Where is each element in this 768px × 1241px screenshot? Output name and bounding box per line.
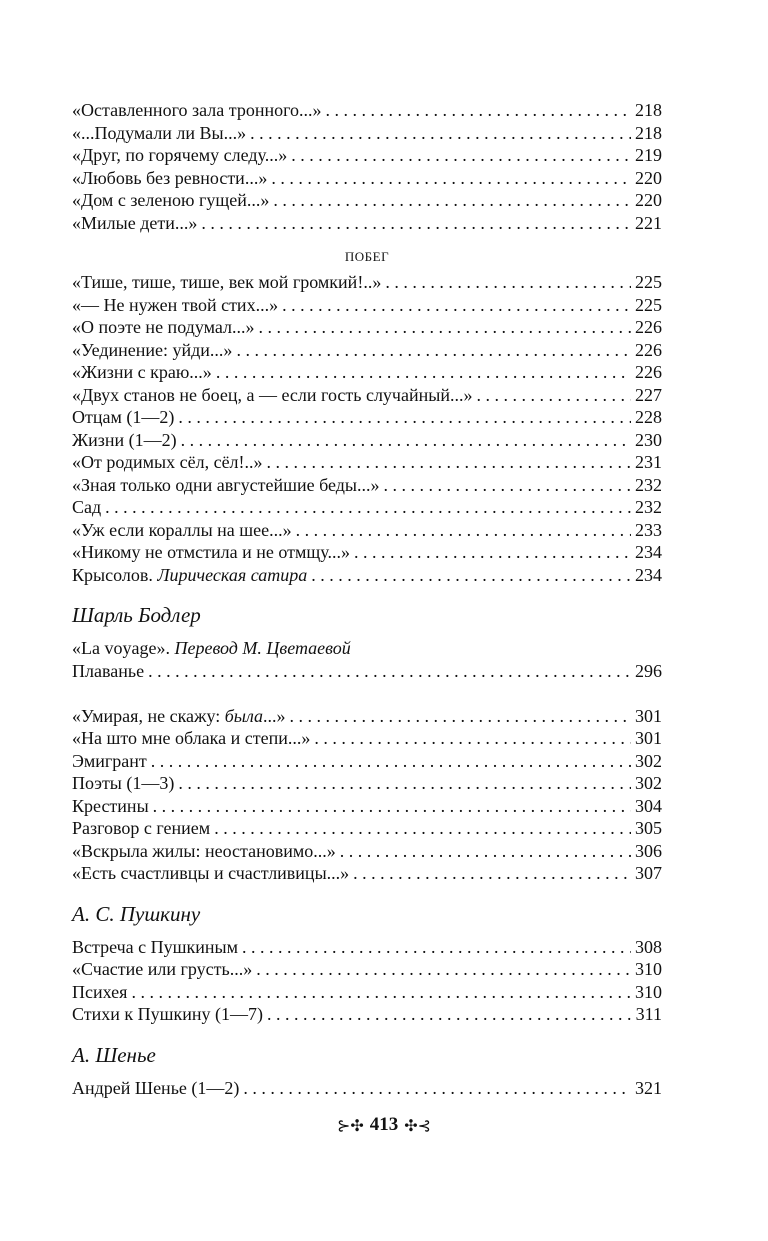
toc-entry (72, 474, 662, 497)
leader-dots (340, 840, 631, 863)
toc-group-3 (72, 727, 662, 885)
entry-title: «Уж если кораллы на шее...» (72, 519, 292, 540)
entry-title: Андрей Шенье (1—2) (72, 1077, 240, 1098)
entry-title: «На што мне облака и степи...» (72, 728, 311, 748)
entry-page: 307 (635, 863, 662, 883)
entry-title-end: ...» (263, 705, 286, 726)
entry-page: 302 (635, 750, 662, 771)
toc-entry (72, 406, 662, 429)
ornament-right-icon: ✣⊰ (404, 1117, 432, 1135)
toc-entry-umiraya (72, 705, 662, 728)
entry-title: «Зная только одни августейшие беды...» (72, 474, 380, 495)
entry-page: 301 (635, 705, 662, 726)
toc-entry (72, 519, 662, 542)
toc-entry (72, 958, 662, 981)
entry-page: 232 (635, 497, 662, 517)
entry-title: «Есть счастливцы и счастливицы...» (72, 863, 350, 883)
entry-page: 231 (635, 452, 662, 472)
entry-title: Встреча с Пушкиным (72, 936, 239, 957)
entry-page: 233 (635, 519, 662, 540)
toc-entry (72, 1077, 662, 1100)
leader-dots (178, 772, 631, 795)
author-heading-chenier: А. Шенье (72, 1042, 156, 1067)
author-heading-baudelaire: Шарль Бодлер (72, 603, 201, 627)
leader-dots (259, 316, 632, 339)
leader-dots (214, 817, 631, 840)
entry-page: 226 (635, 317, 662, 337)
entry-page: 218 (635, 122, 662, 143)
entry-page: 230 (635, 429, 662, 450)
entry-title: «Друг, по горячему следу...» (72, 145, 288, 165)
leader-dots (201, 212, 631, 235)
entry-title: Крестины (72, 795, 149, 816)
entry-page: 232 (635, 474, 662, 495)
entry-title-start: «Умирая, не скажу: (72, 705, 221, 726)
toc-entry (72, 122, 662, 145)
entry-title: «Двух станов не боец, а — если гость случайный...» (72, 384, 473, 405)
toc-entry (72, 541, 662, 564)
leader-dots (353, 862, 631, 885)
entry-page: 225 (635, 294, 662, 315)
toc-entry (72, 167, 662, 190)
entry-title: Стихи к Пушкину (1—7) (72, 1004, 264, 1024)
toc-entry (72, 496, 662, 519)
entry-title: Крысолов. (72, 564, 153, 585)
entry-page: 228 (635, 407, 662, 427)
toc-entry (72, 981, 662, 1004)
entry-title: «Вскрыла жилы: неостановимо...» (72, 840, 336, 861)
entry-page: 296 (635, 660, 662, 681)
entry-page: 234 (635, 564, 662, 585)
entry-title-italic: была (224, 705, 264, 726)
toc-entry-plavanie (72, 660, 662, 683)
toc-entry (72, 840, 662, 863)
toc-entry (72, 750, 662, 773)
entry-page: 301 (635, 728, 662, 748)
toc-entry (72, 772, 662, 795)
leader-dots (291, 144, 631, 167)
leader-dots (267, 1003, 632, 1026)
entry-page: 220 (635, 190, 662, 210)
entry-page: 227 (635, 384, 662, 405)
ornament-left-icon: ⊱✣ (336, 1117, 364, 1135)
section-heading-pobeg: ПОБЕГ (344, 249, 390, 264)
leader-dots (131, 981, 631, 1004)
entry-page: 310 (635, 959, 662, 979)
leader-dots (476, 384, 631, 407)
toc-entry (72, 817, 662, 840)
toc-entry (72, 795, 662, 818)
leader-dots (326, 99, 631, 122)
leader-dots (273, 189, 631, 212)
entry-title: Разговор с гением (72, 818, 211, 838)
entry-title: Плаванье (72, 660, 145, 681)
entry-title: «Никому не отмстила и не отмщу...» (72, 542, 350, 562)
toc-entry (72, 271, 662, 294)
entry-page: 234 (635, 542, 662, 562)
entry-title: «La voyage». (72, 638, 170, 658)
entry-title: «Тише, тише, тише, век мой громкий!..» (72, 272, 382, 292)
entry-page: 218 (635, 100, 662, 120)
toc-entry (72, 1003, 662, 1026)
entry-title: «Любовь без ревности...» (72, 167, 268, 188)
leader-dots (314, 727, 631, 750)
entry-page: 226 (635, 362, 662, 382)
leader-dots (384, 474, 632, 497)
leader-dots (236, 339, 631, 362)
entry-page: 220 (635, 167, 662, 188)
toc-entry (72, 189, 662, 212)
entry-page: 321 (635, 1077, 662, 1098)
entry-page: 304 (635, 795, 662, 816)
entry-page: 306 (635, 840, 662, 861)
toc-entry (72, 294, 662, 317)
page-number-text: 413 (369, 1114, 399, 1135)
entry-title: «Уединение: уйди...» (72, 339, 233, 360)
entry-page: 221 (635, 212, 662, 233)
entry-title: «Дом с зеленою гущей...» (72, 190, 270, 210)
leader-dots (216, 361, 631, 384)
entry-title: Жизни (1—2) (72, 429, 177, 450)
entry-title: «Оставленного зала тронного...» (72, 100, 322, 120)
entry-title: «Счастие или грусть...» (72, 959, 253, 979)
toc-entry (72, 361, 662, 384)
leader-dots (385, 271, 631, 294)
entry-title: Отцам (1—2) (72, 407, 175, 427)
leader-dots (153, 795, 631, 818)
leader-dots (282, 294, 631, 317)
entry-page: 308 (635, 936, 662, 957)
leader-dots (242, 936, 631, 959)
entry-subtitle: Лирическая сатира (157, 564, 308, 585)
entry-title: «...Подумали ли Вы...» (72, 122, 247, 143)
toc-entry (72, 212, 662, 235)
leader-dots (267, 451, 631, 474)
entry-page: 225 (635, 272, 662, 292)
entry-title: «— Не нужен твой стих...» (72, 294, 279, 315)
toc-entry (72, 727, 662, 750)
entry-title: Психея (72, 981, 128, 1002)
toc-entry (72, 384, 662, 407)
toc-entry (72, 339, 662, 362)
entry-page: 305 (635, 818, 662, 838)
leader-dots (178, 406, 631, 429)
leader-dots (290, 705, 631, 728)
toc-entry (72, 316, 662, 339)
entry-title: «Милые дети...» (72, 212, 198, 233)
entry-title: Сад (72, 497, 102, 517)
toc-entry (72, 99, 662, 122)
author-heading-pushkin: А. С. Пушкину (72, 901, 201, 926)
entry-page: 310 (635, 981, 662, 1002)
leader-dots (256, 958, 631, 981)
entry-page: 219 (635, 145, 662, 165)
toc-entry (72, 862, 662, 885)
translator-note: Перевод М. Цветаевой (174, 638, 351, 658)
entry-page: 302 (635, 773, 662, 793)
entry-title: «От родимых сёл, сёл!..» (72, 452, 263, 472)
toc-entry (72, 429, 662, 452)
entry-page: 226 (635, 339, 662, 360)
leader-dots (148, 660, 631, 683)
leader-dots (296, 519, 631, 542)
page-number (0, 1114, 768, 1136)
table-of-contents (72, 99, 662, 1099)
toc-group-2 (72, 271, 662, 564)
toc-group-5 (72, 1077, 662, 1100)
toc-entry (72, 144, 662, 167)
leader-dots (243, 1077, 631, 1100)
leader-dots (151, 750, 631, 773)
entry-title: «О поэте не подумал...» (72, 317, 255, 337)
toc-entry-voyage (72, 637, 662, 660)
entry-title: «Жизни с краю...» (72, 362, 212, 382)
leader-dots (250, 122, 631, 145)
entry-page: 311 (635, 1004, 662, 1024)
toc-entry (72, 936, 662, 959)
toc-group-1 (72, 99, 662, 234)
toc-group-4 (72, 936, 662, 1026)
leader-dots (105, 496, 631, 519)
toc-entry-krysolov (72, 564, 662, 587)
leader-dots (181, 429, 631, 452)
leader-dots (354, 541, 631, 564)
spacer (72, 682, 662, 705)
entry-title: Эмигрант (72, 750, 147, 771)
toc-entry (72, 451, 662, 474)
leader-dots (271, 167, 631, 190)
entry-title: Поэты (1—3) (72, 773, 175, 793)
leader-dots (311, 564, 631, 587)
